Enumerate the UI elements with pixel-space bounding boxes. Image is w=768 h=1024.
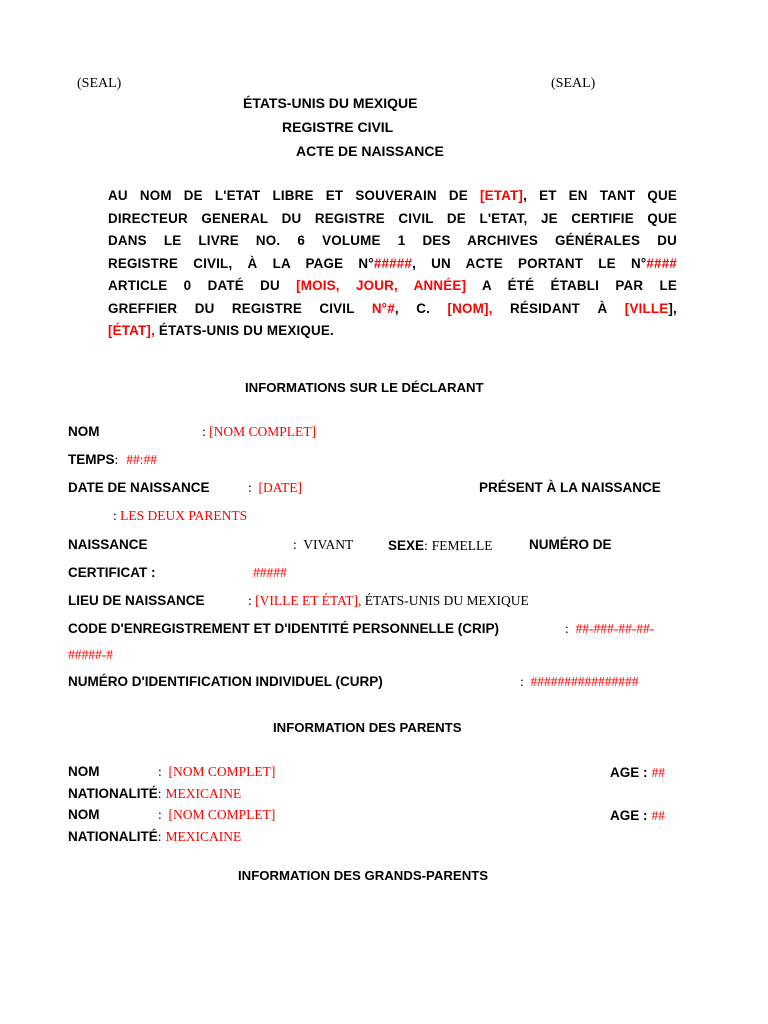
present-at-birth-value: : LES DEUX PARENTS — [113, 508, 248, 523]
name-label: NOM — [68, 424, 100, 439]
parent-age-label: AGE : — [610, 765, 648, 780]
parent-name-label: NOM — [68, 807, 100, 822]
sex-row: SEXE: FEMELLE — [388, 538, 493, 553]
birth-status-label: NAISSANCE — [68, 537, 148, 552]
curp-label: NUMÉRO D'IDENTIFICATION INDIVIDUEL (CURP) — [68, 674, 383, 689]
certificate-number-label: NUMÉRO DE — [529, 537, 612, 552]
curp-value: : ################ — [520, 674, 639, 689]
paragraph-line: REGISTRE CIVIL, À LA PAGE N°#####, UN ACTE PORTANT LE N°#### — [108, 255, 677, 271]
page-number-placeholder: ##### — [373, 255, 413, 271]
parents-section-title: INFORMATION DES PARENTS — [273, 720, 462, 735]
registrar-number-placeholder: N°# — [371, 300, 395, 316]
document-title: ACTE DE NAISSANCE — [296, 143, 444, 159]
declarant-section-title: INFORMATIONS SUR LE DÉCLARANT — [245, 380, 484, 395]
crip-label: CODE D'ENREGISTREMENT ET D'IDENTITÉ PERSONNELLE (CRIP) — [68, 621, 499, 636]
seal-left: (SEAL) — [77, 76, 122, 91]
act-number-placeholder: #### — [646, 255, 677, 271]
registrar-name-placeholder: [NOM], — [447, 300, 493, 316]
present-at-birth-label: PRÉSENT À LA NAISSANCE — [479, 480, 661, 495]
grandparents-section-title: INFORMATION DES GRANDS-PARENTS — [238, 868, 489, 883]
parent-name-value: : [NOM COMPLET] — [158, 807, 276, 822]
certificate-value: ##### — [253, 565, 287, 580]
paragraph-line: AU NOM DE L'ETAT LIBRE ET SOUVERAIN DE [ETAT], ET EN TANT QUE — [108, 188, 677, 203]
time-row: TEMPS: ##:## — [68, 452, 158, 467]
parent-nationality-label: NATIONALITÉ — [68, 786, 158, 801]
paragraph-line: DIRECTEUR GENERAL DU REGISTRE CIVIL DE L'ETAT, JE CERTIFIE QUE — [108, 210, 677, 226]
paragraph-line: ARTICLE 0 DATÉ DU [MOIS, JOUR, ANNÉE] A ÉTÉ ÉTABLI PAR LE — [108, 278, 677, 293]
crip-value-continued: #####-# — [68, 647, 113, 662]
time-value: ##:## — [126, 452, 158, 467]
parent-name-label: NOM — [68, 764, 100, 779]
city-placeholder: [VILLE — [624, 300, 669, 316]
state-placeholder: [ETAT] — [479, 188, 524, 203]
birth-date-value: : [DATE] — [248, 480, 303, 495]
paragraph-line: GREFFIER DU REGISTRE CIVIL N°#, C. [NOM], RÉSIDANT À [VILLE], — [108, 300, 677, 316]
parent-age-label: AGE : — [610, 808, 648, 823]
parent-nationality-value: MEXICAINE — [165, 786, 242, 801]
seal-right: (SEAL) — [551, 76, 596, 91]
parent-nationality: NATIONALITÉ: MEXICAINE — [68, 829, 242, 844]
birthplace-value: : [VILLE ET ÉTAT], ÉTATS-UNIS DU MEXIQUE — [248, 593, 529, 608]
name-value: : [NOM COMPLET] — [202, 424, 317, 439]
sex-value: FEMELLE — [431, 538, 493, 553]
birthplace-label: LIEU DE NAISSANCE — [68, 593, 205, 608]
parent-nationality-value: MEXICAINE — [165, 829, 242, 844]
parent-name-value: : [NOM COMPLET] — [158, 764, 276, 779]
parent-age-value: ## — [651, 808, 666, 823]
parent-age — [610, 764, 665, 782]
paragraph-line: [ÉTAT], ÉTATS-UNIS DU MEXIQUE. — [108, 323, 334, 338]
time-label: TEMPS — [68, 452, 115, 467]
registry-title: REGISTRE CIVIL — [282, 119, 394, 135]
certification-paragraph — [108, 185, 677, 343]
parent-age — [610, 807, 665, 825]
parent-nationality-label: NATIONALITÉ — [68, 829, 158, 844]
date-placeholder: [MOIS, JOUR, ANNÉE] — [296, 278, 467, 293]
birth-status-value: : VIVANT — [293, 537, 354, 552]
country-title: ÉTATS-UNIS DU MEXIQUE — [243, 95, 418, 111]
state-placeholder: [ÉTAT], — [108, 323, 156, 338]
birth-date-label: DATE DE NAISSANCE — [68, 480, 210, 495]
paragraph-line: DANS LE LIVRE NO. 6 VOLUME 1 DES ARCHIVES GÉNÉRALES DU — [108, 233, 677, 248]
crip-value: : ##-###-##-##- — [565, 621, 655, 636]
sex-label: SEXE — [388, 538, 425, 553]
parent-age-value: ## — [651, 765, 666, 780]
certificate-label: CERTIFICAT : — [68, 565, 156, 580]
parent-nationality: NATIONALITÉ: MEXICAINE — [68, 786, 242, 801]
